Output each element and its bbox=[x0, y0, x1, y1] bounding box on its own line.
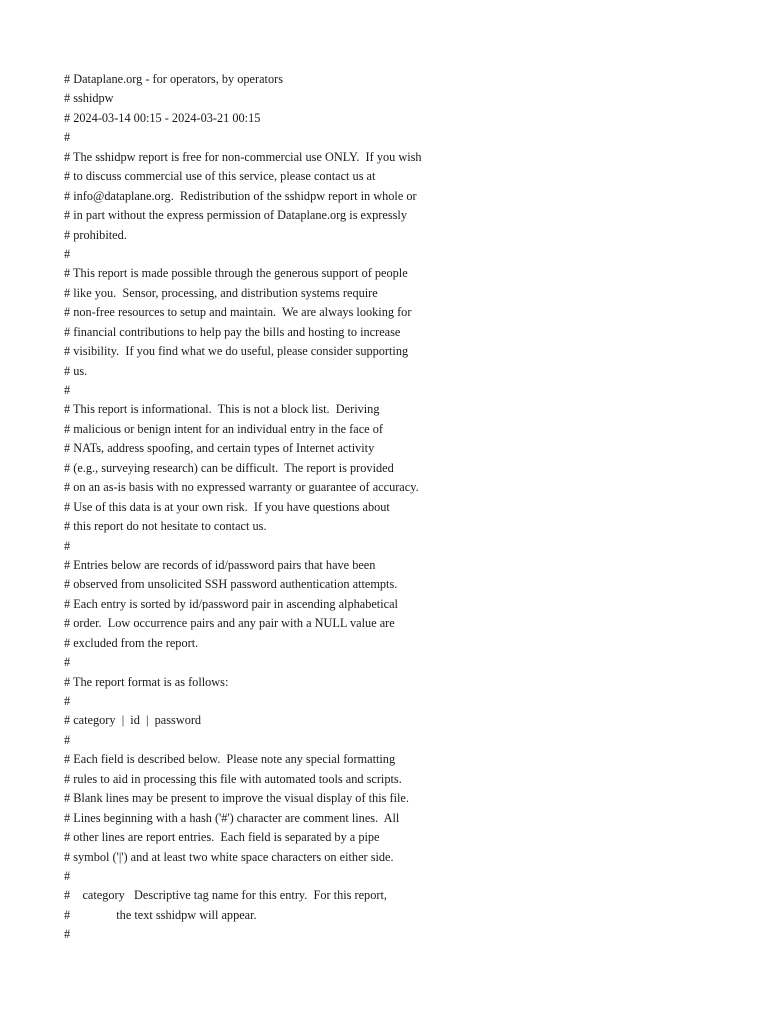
text-line: # to discuss commercial use of this service, please contact us at bbox=[64, 169, 376, 184]
text-line: # NATs, address spoofing, and certain types of Internet activity bbox=[64, 441, 375, 456]
text-line: # info@dataplane.org. Redistribution of the sshidpw report in whole or bbox=[64, 188, 417, 203]
text-line: # other lines are report entries. Each field is separated by a pipe bbox=[64, 830, 380, 845]
text-line: # bbox=[64, 130, 71, 145]
text-line: # order. Low occurrence pairs and any pair with a NULL value are bbox=[64, 616, 395, 631]
text-line: # observed from unsolicited SSH password authentication attempts. bbox=[64, 577, 398, 592]
text-line: # bbox=[64, 538, 71, 553]
text-line: # bbox=[64, 246, 71, 261]
text-line: # sshidpw bbox=[64, 91, 114, 106]
text-line: # 2024-03-14 00:15 - 2024-03-21 00:15 bbox=[64, 110, 261, 125]
text-line: # financial contributions to help pay the bills and hosting to increase bbox=[64, 324, 401, 339]
text-line: # excluded from the report. bbox=[64, 635, 199, 650]
text-line: # rules to aid in processing this file with automated tools and scripts. bbox=[64, 771, 402, 786]
text-line: # like you. Sensor, processing, and distribution systems require bbox=[64, 285, 378, 300]
text-line: # bbox=[64, 694, 71, 708]
text-line: # bbox=[64, 927, 71, 942]
text-line: # The report format is as follows: bbox=[64, 674, 229, 689]
text-line: # symbol ('|') and at least two white space characters on either side. bbox=[64, 849, 394, 864]
text-line: # The sshidpw report is free for non-commercial use ONLY. If you wish bbox=[64, 149, 422, 164]
text-line: # malicious or benign intent for an individual entry in the face of bbox=[64, 421, 383, 436]
text-line: # bbox=[64, 655, 71, 670]
text-line: # Each field is described below. Please note any special formatting bbox=[64, 752, 396, 767]
text-line: # visibility. If you find what we do useful, please consider supporting bbox=[64, 344, 409, 359]
text-line: # Blank lines may be present to improve the visual display of this file. bbox=[64, 791, 409, 806]
text-line: # Entries below are records of id/password pairs that have been bbox=[64, 557, 376, 572]
text-line: # on an as-is basis with no expressed warranty or guarantee of accuracy. bbox=[64, 480, 419, 495]
text-line: # bbox=[64, 732, 71, 747]
text-line: # bbox=[64, 868, 71, 883]
text-line: # This report is informational. This is not a block list. Deriving bbox=[64, 402, 380, 417]
text-line: # prohibited. bbox=[64, 227, 127, 242]
text-line: # Use of this data is at your own risk. If you have questions about bbox=[64, 499, 390, 514]
text-line: # (e.g., surveying research) can be difficult. The report is provided bbox=[64, 460, 394, 475]
report-text-body bbox=[64, 70, 744, 945]
text-line: # non-free resources to setup and maintain. We are always looking for bbox=[64, 305, 412, 320]
text-line: # Dataplane.org - for operators, by operators bbox=[64, 72, 283, 86]
text-line: # bbox=[64, 383, 71, 397]
text-line: # the text sshidpw will appear. bbox=[64, 907, 257, 922]
text-line: # us. bbox=[64, 363, 88, 378]
text-line: # category | id | password bbox=[64, 713, 202, 728]
text-line: # This report is made possible through the generous support of people bbox=[64, 266, 408, 281]
text-line: # in part without the express permission of Dataplane.org is expressly bbox=[64, 208, 407, 223]
text-line: # Each entry is sorted by id/password pair in ascending alphabetical bbox=[64, 596, 398, 611]
text-line: # Lines beginning with a hash ('#') character are comment lines. All bbox=[64, 810, 400, 825]
text-line: # this report do not hesitate to contact us. bbox=[64, 519, 267, 534]
text-line: # category Descriptive tag name for this entry. For this report, bbox=[64, 888, 387, 903]
